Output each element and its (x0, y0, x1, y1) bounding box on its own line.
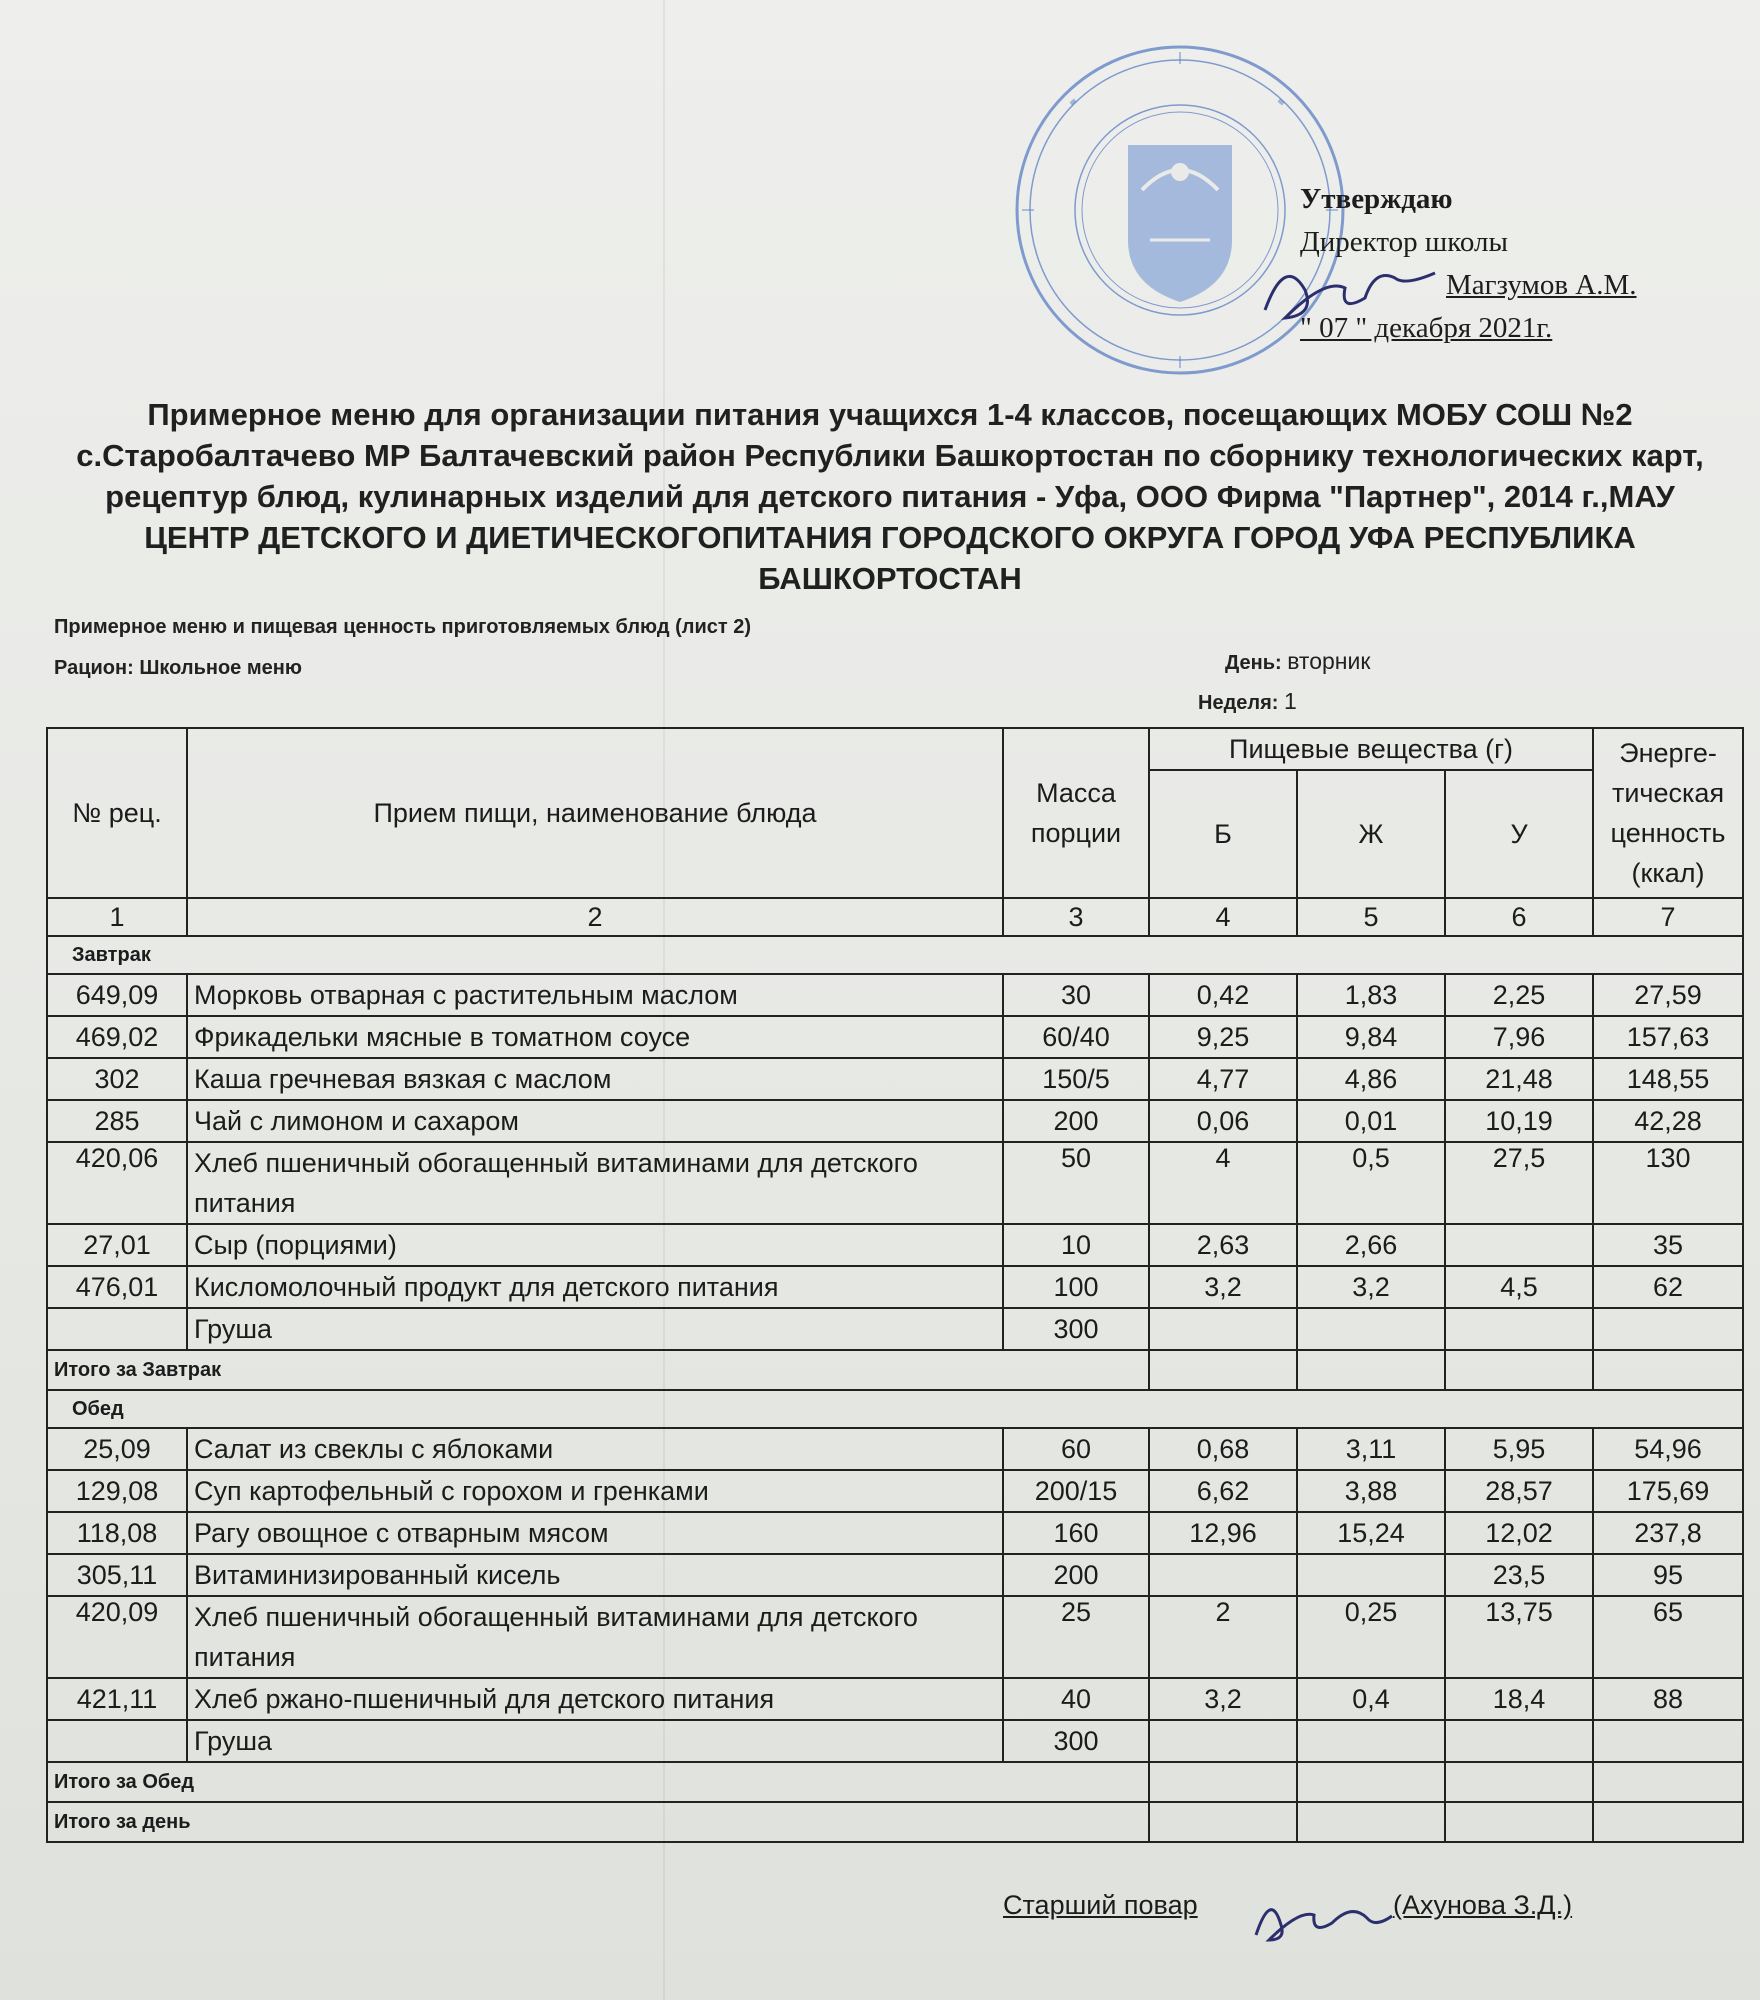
proteins-value: 12,96 (1149, 1512, 1297, 1554)
portion-mass: 60/40 (1003, 1016, 1149, 1058)
dish-row (47, 1596, 1743, 1678)
carbs-value (1445, 1224, 1593, 1266)
dish-row (47, 1428, 1743, 1470)
empty-cell (1149, 1802, 1297, 1842)
proteins-value: 9,25 (1149, 1016, 1297, 1058)
director-signature-icon (1255, 250, 1455, 330)
header-carbs: У (1445, 770, 1593, 898)
dish-row (47, 974, 1743, 1016)
carbs-value: 21,48 (1445, 1058, 1593, 1100)
recipe-number (47, 1720, 187, 1762)
dish-row (47, 1470, 1743, 1512)
dish-name: Сыр (порциями) (187, 1224, 1003, 1266)
dish-name: Каша гречневая вязкая с маслом (187, 1058, 1003, 1100)
carbs-value: 27,5 (1445, 1142, 1593, 1224)
portion-mass: 200/15 (1003, 1470, 1149, 1512)
portion-mass: 10 (1003, 1224, 1149, 1266)
portion-mass: 60 (1003, 1428, 1149, 1470)
carbs-value: 23,5 (1445, 1554, 1593, 1596)
energy-value: 35 (1593, 1224, 1743, 1266)
fats-value (1297, 1308, 1445, 1350)
fats-value: 0,01 (1297, 1100, 1445, 1142)
carbs-value: 2,25 (1445, 974, 1593, 1016)
column-number: 3 (1003, 898, 1149, 936)
proteins-value: 3,2 (1149, 1266, 1297, 1308)
recipe-number: 469,02 (47, 1016, 187, 1058)
recipe-number (47, 1308, 187, 1350)
portion-mass: 200 (1003, 1100, 1149, 1142)
fats-value: 0,5 (1297, 1142, 1445, 1224)
empty-cell (1149, 1350, 1297, 1390)
dish-name: Хлеб пшеничный обогащенный витаминами для детского питания (187, 1596, 1003, 1678)
header-nutrients: Пищевые вещества (г) (1149, 728, 1593, 770)
proteins-value: 6,62 (1149, 1470, 1297, 1512)
dish-row (47, 1512, 1743, 1554)
carbs-value (1445, 1308, 1593, 1350)
ration-line (54, 657, 302, 680)
header-energy: Энерге-тическая ценность (ккал) (1593, 728, 1743, 898)
column-number: 4 (1149, 898, 1297, 936)
column-number: 7 (1593, 898, 1743, 936)
dish-row (47, 1266, 1743, 1308)
dish-name: Суп картофельный с горохом и гренками (187, 1470, 1003, 1512)
cook-role: Старший повар (1003, 1890, 1198, 1920)
column-numbers-row (47, 898, 1743, 936)
week-line (1198, 688, 1297, 715)
fats-value: 15,24 (1297, 1512, 1445, 1554)
proteins-value: 0,06 (1149, 1100, 1297, 1142)
empty-cell (1593, 1802, 1743, 1842)
fats-value: 3,11 (1297, 1428, 1445, 1470)
energy-value: 95 (1593, 1554, 1743, 1596)
header-fats: Ж (1297, 770, 1445, 898)
fats-value: 1,83 (1297, 974, 1445, 1016)
dish-row (47, 1224, 1743, 1266)
portion-mass: 25 (1003, 1596, 1149, 1678)
carbs-value: 7,96 (1445, 1016, 1593, 1058)
portion-mass: 300 (1003, 1720, 1149, 1762)
column-number: 5 (1297, 898, 1445, 936)
recipe-number: 118,08 (47, 1512, 187, 1554)
dish-row (47, 1720, 1743, 1762)
proteins-value (1149, 1720, 1297, 1762)
energy-value: 175,69 (1593, 1470, 1743, 1512)
breakfast-total-label-row (47, 1350, 1743, 1390)
empty-cell (1445, 1802, 1593, 1842)
day-label: День: (1225, 652, 1282, 674)
dish-name: Салат из свеклы с яблоками (187, 1428, 1003, 1470)
proteins-value: 2,63 (1149, 1224, 1297, 1266)
column-number: 1 (47, 898, 187, 936)
breakfast-total-label: Итого за Завтрак (47, 1350, 1149, 1390)
lunch-total-label-row (47, 1762, 1743, 1802)
recipe-number: 420,06 (47, 1142, 187, 1224)
empty-cell (1445, 1762, 1593, 1802)
proteins-value: 2 (1149, 1596, 1297, 1678)
portion-mass: 50 (1003, 1142, 1149, 1224)
proteins-value: 3,2 (1149, 1678, 1297, 1720)
approval-date: " 07 " декабря 2021г. (1300, 312, 1553, 344)
recipe-number: 129,08 (47, 1470, 187, 1512)
carbs-value: 10,19 (1445, 1100, 1593, 1142)
portion-mass: 100 (1003, 1266, 1149, 1308)
dish-name: Груша (187, 1308, 1003, 1350)
dish-row (47, 1678, 1743, 1720)
lunch-section-label: Обед (47, 1390, 1743, 1428)
recipe-number: 285 (47, 1100, 187, 1142)
breakfast-section-label-row (47, 936, 1743, 974)
energy-value: 42,28 (1593, 1100, 1743, 1142)
portion-mass: 160 (1003, 1512, 1149, 1554)
portion-mass: 300 (1003, 1308, 1149, 1350)
ration-value: Школьное меню (139, 657, 302, 679)
header-dish-name: Прием пищи, наименование блюда (187, 728, 1003, 898)
energy-value: 88 (1593, 1678, 1743, 1720)
recipe-number: 476,01 (47, 1266, 187, 1308)
fats-value: 2,66 (1297, 1224, 1445, 1266)
empty-cell (1445, 1350, 1593, 1390)
empty-cell (1297, 1350, 1445, 1390)
portion-mass: 200 (1003, 1554, 1149, 1596)
dish-name: Фрикадельки мясные в томатном соусе (187, 1016, 1003, 1058)
approval-director-name: Магзумов А.М. (1446, 269, 1637, 301)
dish-name: Хлеб пшеничный обогащенный витаминами для детского питания (187, 1142, 1003, 1224)
day-total-label-row (47, 1802, 1743, 1842)
fats-value: 3,2 (1297, 1266, 1445, 1308)
header-recipe-number: № рец. (47, 728, 187, 898)
fats-value: 3,88 (1297, 1470, 1445, 1512)
week-label: Неделя: (1198, 692, 1279, 714)
carbs-value: 5,95 (1445, 1428, 1593, 1470)
energy-value: 62 (1593, 1266, 1743, 1308)
fats-value (1297, 1554, 1445, 1596)
proteins-value (1149, 1308, 1297, 1350)
fats-value (1297, 1720, 1445, 1762)
recipe-number: 27,01 (47, 1224, 187, 1266)
proteins-value: 4,77 (1149, 1058, 1297, 1100)
dish-name: Морковь отварная с растительным маслом (187, 974, 1003, 1016)
dish-name: Груша (187, 1720, 1003, 1762)
fats-value: 0,25 (1297, 1596, 1445, 1678)
energy-value: 148,55 (1593, 1058, 1743, 1100)
empty-cell (1593, 1350, 1743, 1390)
header-portion-mass: Масса порции (1003, 728, 1149, 898)
carbs-value: 28,57 (1445, 1470, 1593, 1512)
footer-signature-line (1003, 1890, 1573, 1921)
fats-value: 4,86 (1297, 1058, 1445, 1100)
dish-row (47, 1554, 1743, 1596)
energy-value: 130 (1593, 1142, 1743, 1224)
proteins-value: 0,42 (1149, 974, 1297, 1016)
proteins-value (1149, 1554, 1297, 1596)
dish-name: Рагу овощное с отварным мясом (187, 1512, 1003, 1554)
day-line (1225, 648, 1370, 675)
recipe-number: 305,11 (47, 1554, 187, 1596)
dish-row (47, 1308, 1743, 1350)
dish-row (47, 1142, 1743, 1224)
header-proteins: Б (1149, 770, 1297, 898)
empty-cell (1593, 1762, 1743, 1802)
cook-signature-icon (1248, 1880, 1398, 1950)
energy-value: 65 (1593, 1596, 1743, 1678)
empty-cell (1149, 1762, 1297, 1802)
lunch-total-label: Итого за Обед (47, 1762, 1149, 1802)
recipe-number: 421,11 (47, 1678, 187, 1720)
carbs-value: 4,5 (1445, 1266, 1593, 1308)
carbs-value: 18,4 (1445, 1678, 1593, 1720)
energy-value: 237,8 (1593, 1512, 1743, 1554)
dish-name: Витаминизированный кисель (187, 1554, 1003, 1596)
fats-value: 9,84 (1297, 1016, 1445, 1058)
dish-name: Хлеб ржано-пшеничный для детского питания (187, 1678, 1003, 1720)
lunch-section-label-row (47, 1390, 1743, 1428)
dish-row (47, 1058, 1743, 1100)
empty-cell (1297, 1762, 1445, 1802)
carbs-value: 13,75 (1445, 1596, 1593, 1678)
recipe-number: 25,09 (47, 1428, 187, 1470)
proteins-value: 4 (1149, 1142, 1297, 1224)
approval-position: Директор школы (1300, 226, 1508, 258)
energy-value (1593, 1308, 1743, 1350)
recipe-number: 420,09 (47, 1596, 187, 1678)
page-title: Примерное меню для организации питания учащихся 1-4 классов, посещающих МОБУ СОШ №2 с.Старобалтачево МР Балтачевский район Республики Башкортостан по сборнику технологических карт, рецептур блюд, кулинарных изделий для детского питания - Уфа, ООО Фирма "Партнер", 2014 г.,МАУ ЦЕНТР ДЕТСКОГО И ДИЕТИЧЕСКОГОПИТАНИЯ ГОРОДСКОГО ОКРУГА ГОРОД УФА РЕСПУБЛИКА БАШКОРТОСТАН (76, 397, 1704, 596)
column-number: 2 (187, 898, 1003, 936)
portion-mass: 150/5 (1003, 1058, 1149, 1100)
menu-subtitle: Примерное меню и пищевая ценность приготовляемых блюд (лист 2) (54, 616, 752, 638)
proteins-value: 0,68 (1149, 1428, 1297, 1470)
fats-value: 0,4 (1297, 1678, 1445, 1720)
recipe-number: 302 (47, 1058, 187, 1100)
breakfast-section-label: Завтрак (47, 936, 1743, 974)
menu-table (46, 727, 1744, 1843)
day-value: вторник (1287, 648, 1371, 674)
column-number: 6 (1445, 898, 1593, 936)
cook-name: (Ахунова З.Д.) (1393, 1890, 1573, 1920)
week-value: 1 (1283, 688, 1297, 714)
carbs-value: 12,02 (1445, 1512, 1593, 1554)
carbs-value (1445, 1720, 1593, 1762)
energy-value: 54,96 (1593, 1428, 1743, 1470)
approval-title: Утверждаю (1300, 183, 1453, 215)
dish-row (47, 1016, 1743, 1058)
portion-mass: 30 (1003, 974, 1149, 1016)
dish-name: Чай с лимоном и сахаром (187, 1100, 1003, 1142)
dish-row (47, 1100, 1743, 1142)
recipe-number: 649,09 (47, 974, 187, 1016)
empty-cell (1297, 1802, 1445, 1842)
energy-value: 157,63 (1593, 1016, 1743, 1058)
energy-value: 27,59 (1593, 974, 1743, 1016)
portion-mass: 40 (1003, 1678, 1149, 1720)
dish-name: Кисломолочный продукт для детского питания (187, 1266, 1003, 1308)
ration-label: Рацион: (54, 657, 134, 679)
day-total-label: Итого за день (47, 1802, 1149, 1842)
energy-value (1593, 1720, 1743, 1762)
